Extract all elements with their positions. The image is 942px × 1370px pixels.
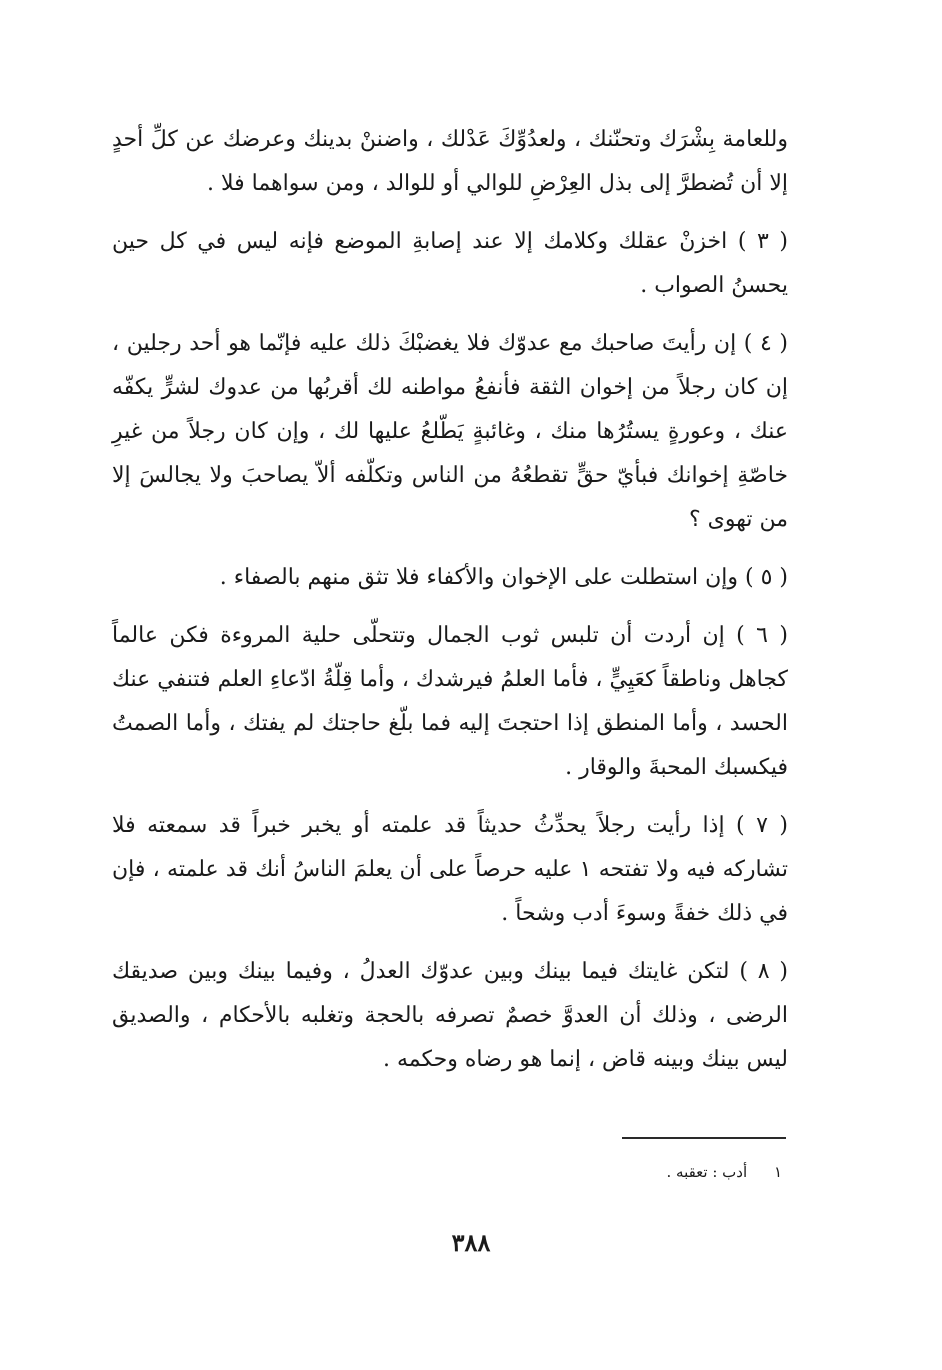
paragraph-3: ( ٣ ) اخزنْ عقلك وكلامك إلا عند إصابةِ الموضع فإنه ليس في كل حين يحسنُ الصواب .: [112, 229, 788, 298]
footnote-number: ١: [773, 1163, 782, 1181]
page-number: ٣٨٨: [451, 1228, 491, 1257]
paragraph-4: ( ٤ ) إن رأيتَ صاحبك مع عدوّك فلا يغضبْكَ ذلك عليه فإنّما هو أحد رجلين ، إن كان رجلاً من إخوان الثقة فأنفعُ مواطنه لك أقربُها من عدوك لشرٍّ يكفّه عنك ، وعورةٍ يستُرُها منك ، وغائبةٍ يَطّلعُ عليها لك ، وإن كان رجلاً من غيرِ خاصّةِ إخوانك فبأيّ حقٍّ تقطعُهُ من الناس وتكلّفه ألاّ يصاحبَ ولا يجالسَ إلا من تهوى ؟: [112, 331, 789, 532]
footnote-text: أدب : تعقبه .: [666, 1163, 748, 1181]
paragraph-6: ( ٦ ) إن أردت أن تلبس ثوب الجمال وتتحلّى حلية المروءة فكن عالماً كجاهل وناطقاً كعَيِيٍّ ، فأما العلمُ فيرشدك ، وأما قِلّةُ ادّعاءِ العلم فتنفي عنك الحسد ، وأما المنطق إذا احتجتَ إليه فما بلّغ حاجتك لم يفتك ، وأما الصمتُ فيكسبك المحبةَ والوقار .: [112, 623, 789, 780]
body-text: [112, 118, 788, 1096]
paragraph-7: ( ٧ ) إذا رأيت رجلاً يحدِّثُ حديثاً قد علمته أو يخبر خبراً قد سمعته فلا تشاركه فيه ولا تفتحه ١ عليه حرصاً على أن يعلمَ الناسُ أنك قد علمته ، فإن في ذلك خفةً وسوءَ أدب وشحاً .: [112, 813, 788, 926]
footnote-divider: [622, 1137, 786, 1139]
footnote: [666, 1160, 782, 1184]
paragraph-8: ( ٨ ) لتكن غايتك فيما بينك وبين عدوّك العدلُ ، وفيما بينك وبين صديقك الرضى ، وذلك أن العدوَّ خصمٌ تصرفه بالحجة وتغلبه بالأحكام ، والصديق ليس بينك وبينه قاض ، إنما هو رضاه وحكمه .: [112, 959, 789, 1072]
paragraph-continuation: وللعامة بِشْرَك وتحنّنك ، ولعدُوِّكَ عَدْلك ، واضننْ بدينك وعرضك عن كلِّ أحدٍ إلا أن تُضطرَّ إلى بذل العِرْضِ للوالي أو للوالد ، ومن سواهما فلا .: [112, 127, 788, 196]
paragraph-5: ( ٥ ) وإن استطلت على الإخوان والأكفاء فلا تثق منهم بالصفاء .: [219, 565, 788, 590]
